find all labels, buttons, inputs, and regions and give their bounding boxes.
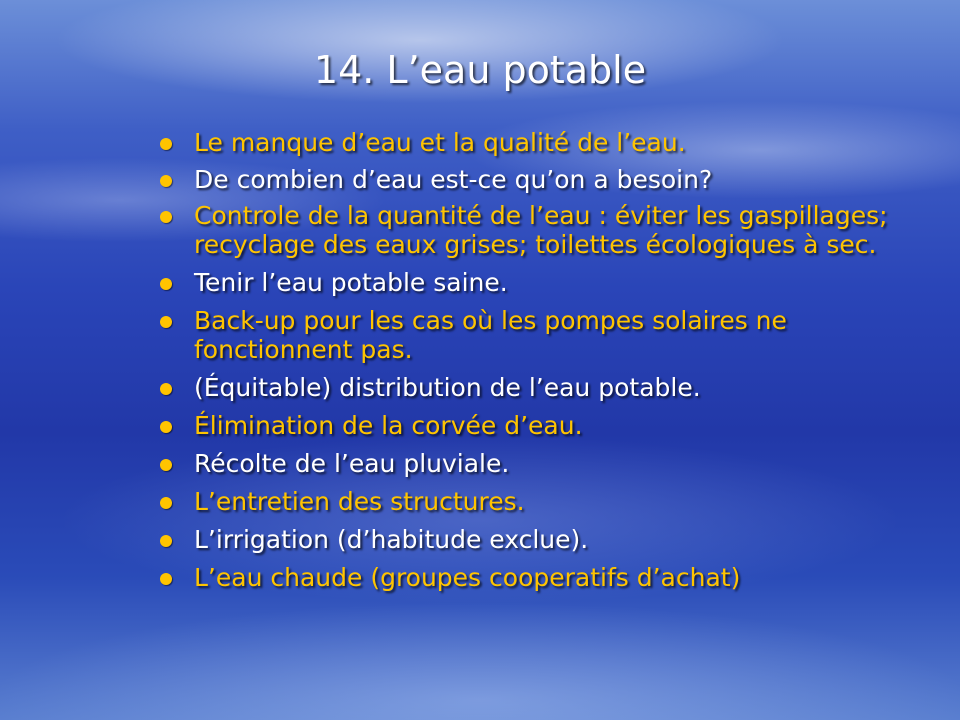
bullet-item <box>158 373 918 402</box>
bullet-text: De combien d’eau est-ce qu’on a besoin? <box>194 165 713 194</box>
bullet-list <box>158 128 918 592</box>
bullet-dot-icon <box>160 497 172 509</box>
bullet-dot-icon <box>160 535 172 547</box>
bullet-item <box>158 306 918 364</box>
bullet-dot-icon <box>160 459 172 471</box>
slide-title: 14. L’eau potable <box>313 48 647 92</box>
bullet-text: (Équitable) distribution de l’eau potable. <box>194 373 701 402</box>
bullet-dot-icon <box>160 175 172 187</box>
bullet-item <box>158 128 918 157</box>
bullet-dot-icon <box>160 278 172 290</box>
bullet-text: Récolte de l’eau pluviale. <box>194 449 510 478</box>
bullet-text: Tenir l’eau potable saine. <box>194 268 508 297</box>
bullet-text: L’irrigation (d’habitude exclue). <box>194 525 589 554</box>
bullet-item <box>158 268 918 297</box>
bullet-dot-icon <box>160 316 172 328</box>
bullet-dot-icon <box>160 421 172 433</box>
bullet-dot-icon <box>160 138 172 150</box>
bullet-item <box>158 201 918 259</box>
bullet-text: L’entretien des structures. <box>194 487 525 516</box>
bullet-item <box>158 165 918 194</box>
bullet-text: Controle de la quantité de l’eau : éviter les gaspillages; recyclage des eaux grises; toilettes écologiques à sec. <box>194 201 888 259</box>
bullet-item <box>158 525 918 554</box>
bullet-dot-icon <box>160 573 172 585</box>
bullet-text: Élimination de la corvée d’eau. <box>194 411 583 440</box>
bullet-text: L’eau chaude (groupes cooperatifs d’achat) <box>194 563 741 592</box>
bullet-item <box>158 487 918 516</box>
bullet-text: Le manque d’eau et la qualité de l’eau. <box>194 128 686 157</box>
bullet-item <box>158 449 918 478</box>
bullet-item <box>158 411 918 440</box>
bullet-dot-icon <box>160 211 172 223</box>
bullet-text: Back-up pour les cas où les pompes solaires ne fonctionnent pas. <box>194 306 787 364</box>
bullet-dot-icon <box>160 383 172 395</box>
bullet-item <box>158 563 918 592</box>
